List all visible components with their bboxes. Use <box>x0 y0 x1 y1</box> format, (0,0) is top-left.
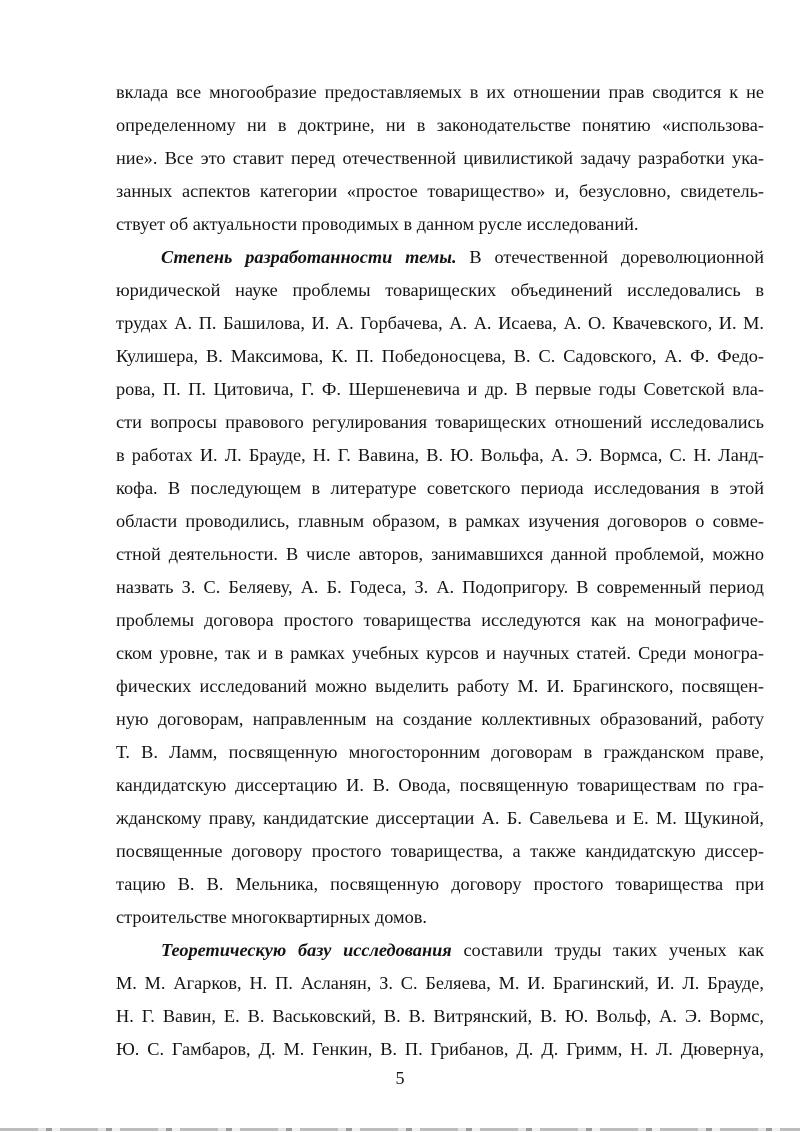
text-line: определенному ни в доктрине, ни в законодательстве понятию «использова- <box>116 115 764 135</box>
text-line: сти вопросы правового регулирования товарищеских отношений исследовались <box>116 412 764 432</box>
text-line: в работах И. Л. Брауде, Н. Г. Вавина, В. Ю. Вольфа, А. Э. Вормса, С. Н. Ланд- <box>116 445 764 465</box>
scan-edge-artifact <box>0 1128 800 1131</box>
text-line: Ю. С. Гамбаров, Д. М. Генкин, В. П. Грибанов, Д. Д. Гримм, Н. Л. Дювернуа, <box>116 1039 764 1059</box>
text-line: Н. Г. Вавин, Е. В. Васьковский, В. В. Витрянский, В. Ю. Вольф, А. Э. Вормс, <box>116 1006 764 1026</box>
text-line: посвященные договору простого товарищества, а также кандидатскую диссер- <box>116 841 764 861</box>
text-line: рова, П. П. Цитовича, Г. Ф. Шершеневича и др. В первые годы Советской вла- <box>116 379 764 399</box>
text-line: Т. В. Ламм, посвященную многосторонним договорам в гражданском праве, <box>116 742 764 762</box>
text-line: вклада все многообразие предоставляемых в их отношении прав сводится к не <box>116 82 764 102</box>
section-heading: Степень разработанности темы. <box>161 247 457 267</box>
text-line: М. М. Агарков, Н. П. Асланян, З. С. Беляева, М. И. Брагинский, И. Л. Брауде, <box>116 973 764 993</box>
text-line: трудах А. П. Башилова, И. А. Горбачева, А. А. Исаева, А. О. Квачевского, И. М. <box>116 313 764 333</box>
text-line: ствует об актуальности проводимых в данном русле исследований. <box>116 214 639 234</box>
text-line: проблемы договора простого товарищества исследуются как на монографиче- <box>116 610 764 630</box>
text-line: строительстве многоквартирных домов. <box>116 907 427 927</box>
page-number: 5 <box>395 1068 405 1088</box>
text-line: жданскому праву, кандидатские диссертации А. Б. Савельева и Е. М. Щукиной, <box>116 808 764 828</box>
text-span: В отечественной дореволюционной <box>456 247 764 267</box>
text-line: ние». Все это ставит перед отечественной цивилистикой задачу разработки ука- <box>116 148 764 168</box>
text-span: составили труды таких ученых как <box>451 940 764 960</box>
text-line: юридической науке проблемы товарищеских объединений исследовались в <box>116 280 764 300</box>
text-line: назвать З. С. Беляеву, А. Б. Годеса, З. А. Подопригору. В современный период <box>116 577 764 597</box>
text-line: Кулишера, В. Максимова, К. П. Победоносцева, В. С. Садовского, А. Ф. Федо- <box>116 346 764 366</box>
section-first-line <box>161 938 764 962</box>
text-line: кофа. В последующем в литературе советского периода исследования в этой <box>116 478 764 498</box>
section-first-line <box>161 245 764 269</box>
text-line: занных аспектов категории «простое товарищество» и, безусловно, свидетель- <box>116 181 764 201</box>
text-line: ском уровне, так и в рамках учебных курсов и научных статей. Среди моногра- <box>116 643 764 663</box>
text-line: ную договорам, направленным на создание коллективных образований, работу <box>116 709 764 729</box>
text-line: фических исследований можно выделить работу М. И. Брагинского, посвящен- <box>116 676 764 696</box>
text-line: кандидатскую диссертацию И. В. Овода, посвященную товариществам по гра- <box>116 775 764 795</box>
text-line: области проводились, главным образом, в рамках изучения договоров о совме- <box>116 511 764 531</box>
section-heading: Теоретическую базу исследования <box>161 940 452 960</box>
text-line: тацию В. В. Мельника, посвященную договору простого товарищества при <box>116 874 764 894</box>
text-line: стной деятельности. В числе авторов, занимавшихся данной проблемой, можно <box>116 544 764 564</box>
